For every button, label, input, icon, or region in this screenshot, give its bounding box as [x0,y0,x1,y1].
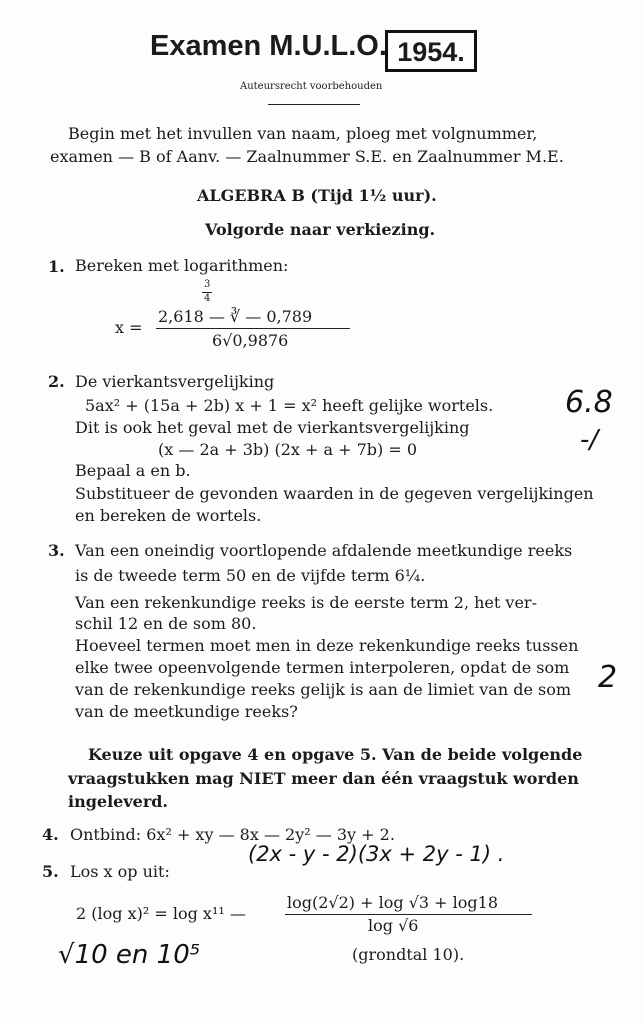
q1-exponent-numerator: 3 [204,279,211,290]
q1-denominator: 6√0,9876 [212,331,289,350]
header-divider [268,104,360,105]
q2-line-1: De vierkantsvergelijking [75,372,275,391]
q3-line-5: Hoeveel termen moet men in deze rekenkundige reeks tussen [75,636,579,655]
intro-line-1: Begin met het invullen van naam, ploeg met volgnummer, [68,124,538,143]
q2-number: 2. [48,372,65,391]
q1-text: Bereken met logarithmen: [75,256,289,275]
q5-text: Los x op uit: [70,862,170,881]
q5-denominator: log √6 [368,916,419,935]
q5-number: 5. [42,862,59,881]
q2-line-2: 5ax² + (15a + 2b) x + 1 = x² heeft gelijke wortels. [85,396,494,415]
q2-line-6: Substitueer de gevonden waarden in de gegeven vergelijkingen [75,484,594,503]
exam-year: 1954. [385,30,477,72]
q3-line-1: Van een oneindig voortlopende afdalende meetkundige reeks [75,541,573,560]
handwritten-factorization-q4: (2x - y - 2)(3x + 2y - 1) . [248,842,505,866]
q1-number: 1. [48,257,65,276]
q1-x-equals: x = [115,318,143,337]
q1-numerator: 2,618 — ∛ — 0,789 [158,307,313,326]
q5-base-note: (grondtal 10). [352,945,465,964]
q3-line-7: van de rekenkundige reeks gelijk is aan de limiet van de som [75,680,572,699]
q5-numerator: log(2√2) + log √3 + log18 [287,893,498,912]
q2-line-4: (x — 2a + 3b) (2x + a + 7b) = 0 [158,440,418,459]
handwritten-mark-q2-b: -/ [580,425,599,455]
q3-line-6: elke twee opeenvolgende termen interpoleren, opdat de som [75,658,570,677]
q3-line-2: is de tweede term 50 en de vijfde term 6¼. [75,566,426,585]
choice-line-3: ingeleverd. [68,792,168,811]
handwritten-answer-q5: √10 en 10⁵ [58,940,201,970]
q1-fraction-bar [156,328,350,329]
q5-lhs: 2 (log x)² = log x¹¹ — [76,904,246,923]
subject-heading: ALGEBRA B (Tijd 1½ uur). [197,186,437,205]
q2-line-7: en bereken de wortels. [75,506,262,525]
choice-line-2: vraagstukken mag NIET meer dan één vraagstuk worden [68,769,579,788]
order-note: Volgorde naar verkiezing. [205,220,436,239]
q3-line-8: van de meetkundige reeks? [75,702,298,721]
q1-exponent-denominator: 4 [204,293,211,304]
handwritten-mark-q2-a: 6.8 [565,385,613,420]
q2-line-5: Bepaal a en b. [75,461,191,480]
handwritten-mark-q3: 2 [598,660,618,695]
q4-text: Ontbind: 6x² + xy — 8x — 2y² — 3y + 2. [70,825,395,844]
q2-line-3: Dit is ook het geval met de vierkantsvergelijking [75,418,470,437]
q3-number: 3. [48,541,65,560]
q3-line-4: schil 12 en de som 80. [75,614,257,633]
choice-line-1: Keuze uit opgave 4 en opgave 5. Van de beide volgende [88,745,583,764]
intro-line-2: examen — B of Aanv. — Zaalnummer S.E. en Zaalnummer M.E. [50,147,564,166]
q5-fraction-bar [285,914,532,915]
exam-title: Examen M.U.L.O. [150,30,387,62]
q3-line-3: Van een rekenkundige reeks is de eerste term 2, het ver- [75,593,537,612]
copyright-notice: Auteursrecht voorbehouden [240,81,383,92]
q4-number: 4. [42,825,59,844]
